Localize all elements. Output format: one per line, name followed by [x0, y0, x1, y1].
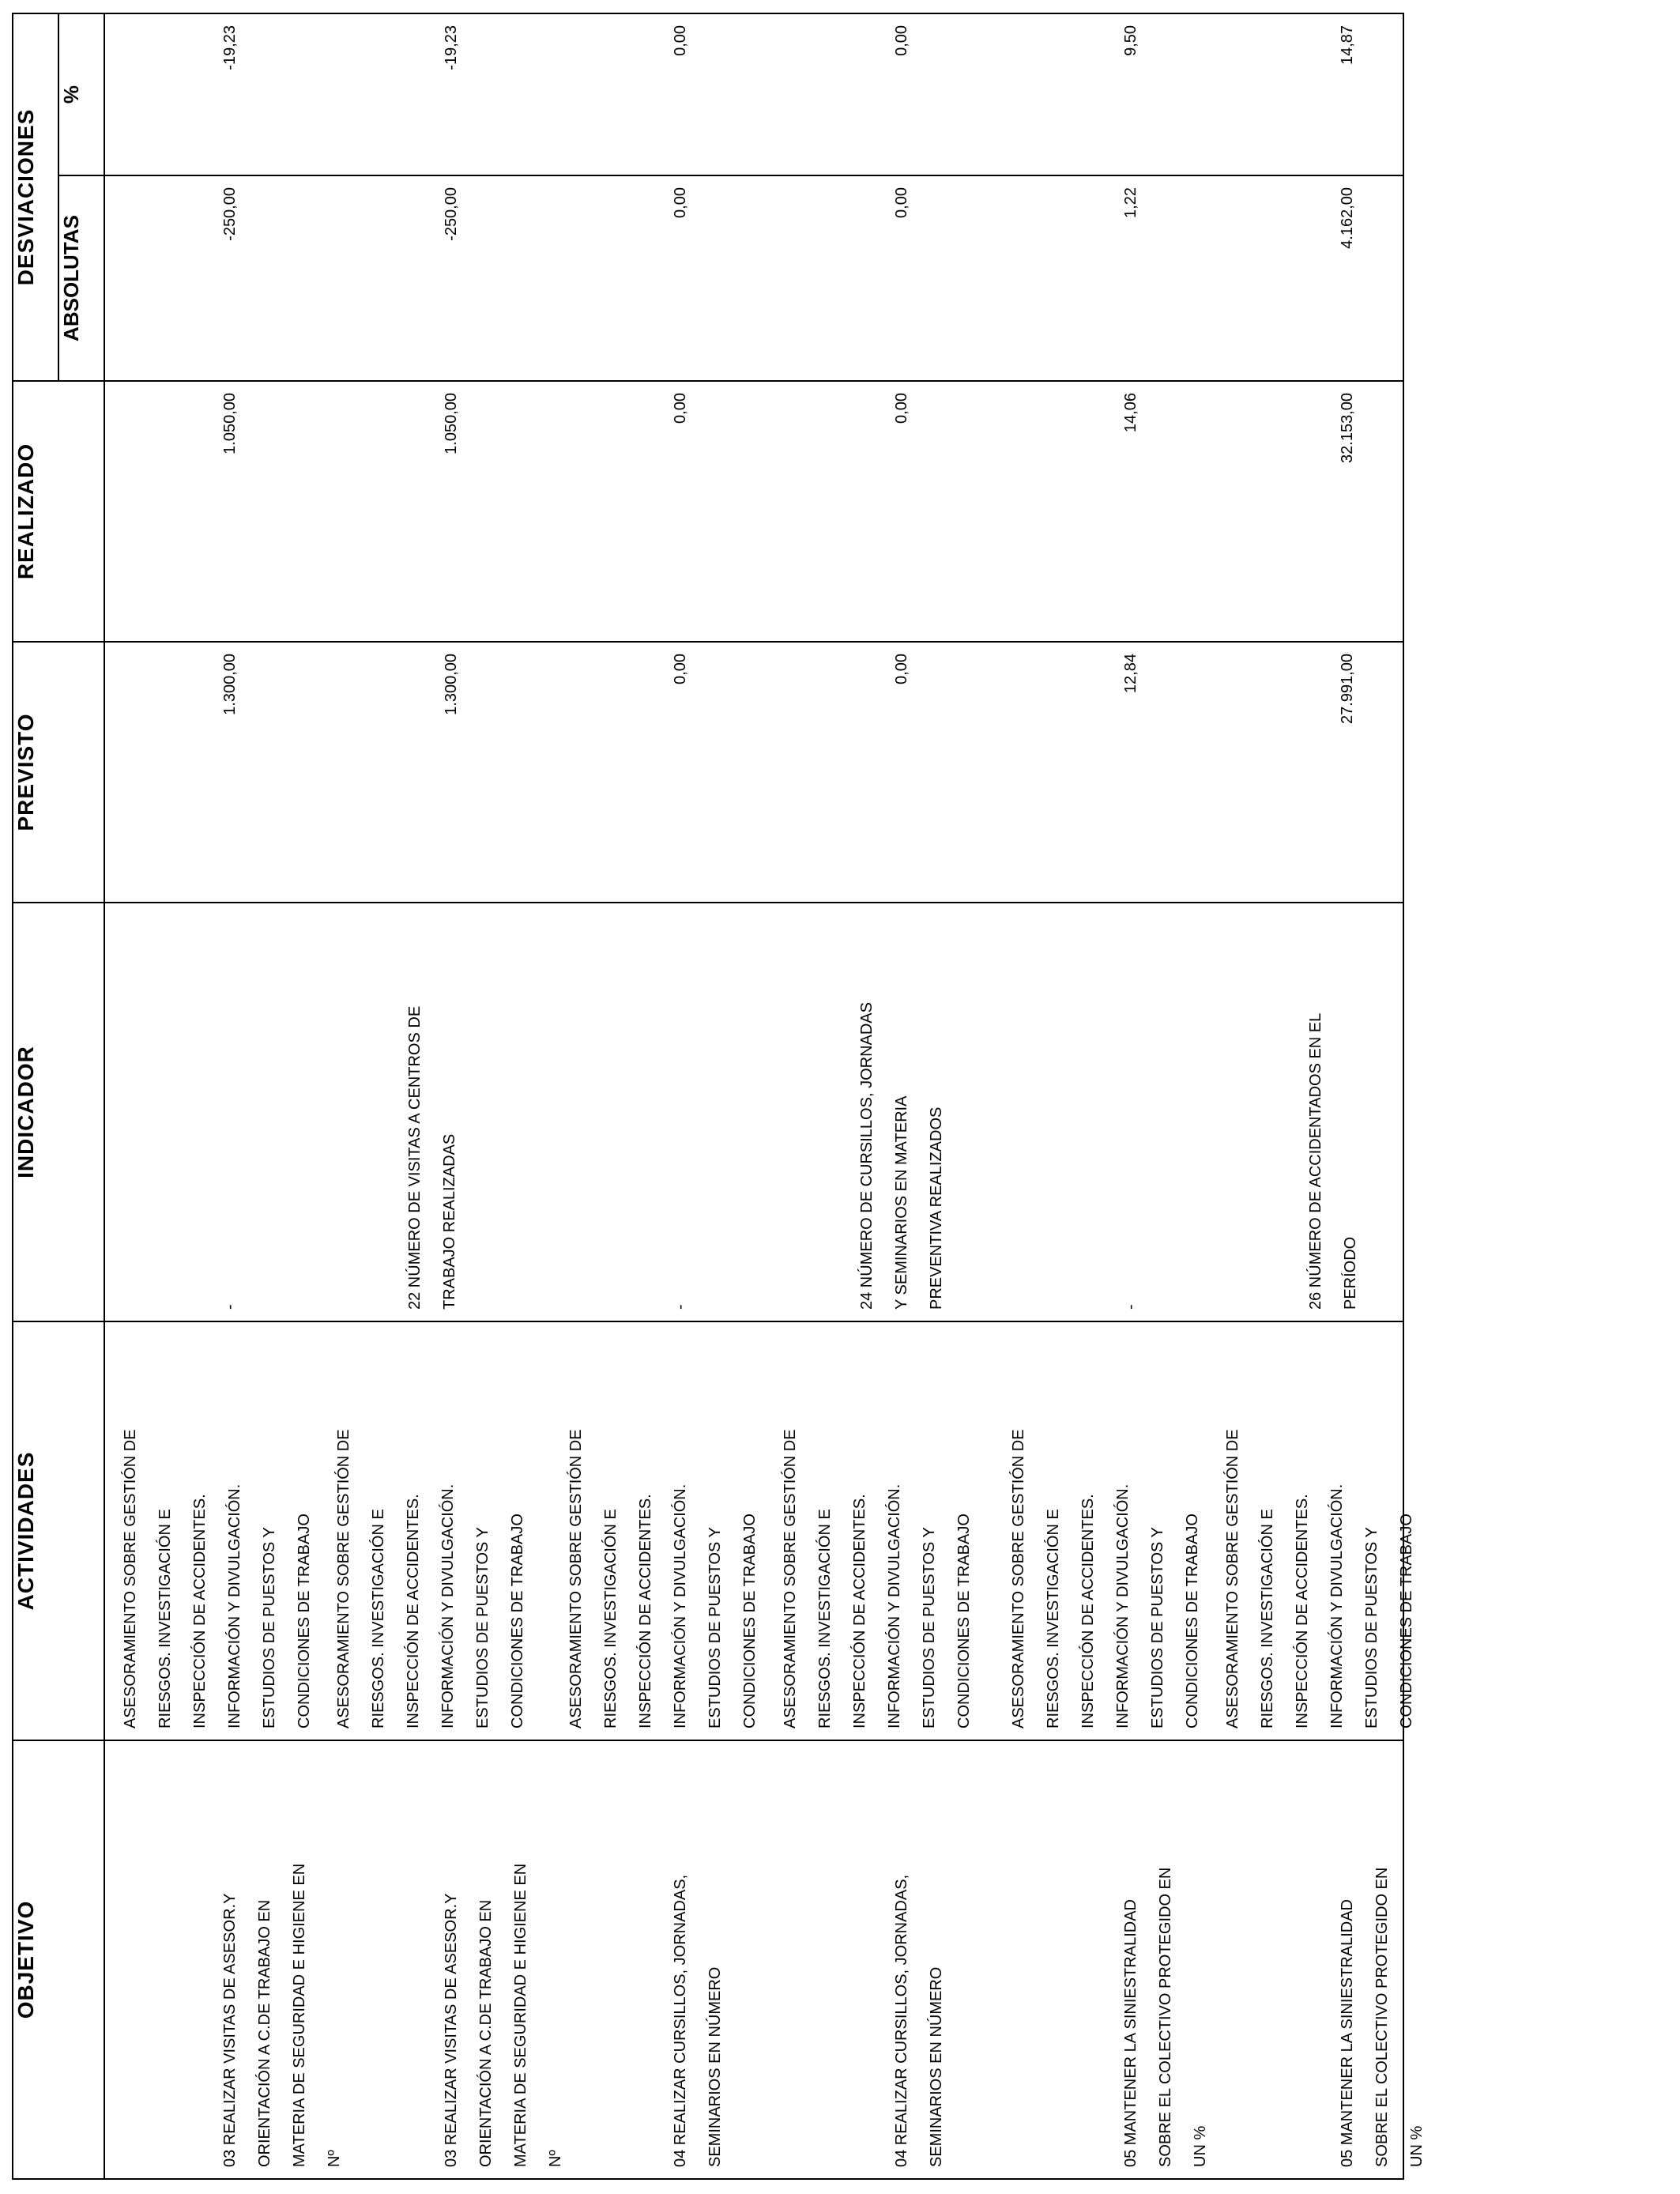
actividades-cell-line: CONDICIONES DE TRABAJO: [1184, 1514, 1201, 1728]
objetivo-cell: [1330, 1749, 1434, 2167]
actividades-cell-line: CONDICIONES DE TRABAJO: [1398, 1514, 1415, 1728]
absolutas-value: 0,00: [672, 187, 689, 218]
objetivo-cell-line: 04 REALIZAR CURSILLOS, JORNADAS,: [672, 1874, 689, 2167]
objectives-report-table: [12, 13, 1426, 2180]
objetivo-cell-line: Nº: [326, 2150, 343, 2167]
actividades-cell-line: INSPECCIÓN DE ACCIDENTES.: [1079, 1494, 1097, 1728]
objetivo-cell: [1113, 1749, 1218, 2167]
indicador-cell: [663, 911, 698, 1310]
actividades-cell-line: RIESGOS. INVESTIGACIÓN E: [156, 1509, 174, 1728]
actividades-cell: [326, 1330, 535, 1728]
objetivo-cell: [213, 1749, 352, 2167]
previsto-value: 27.991,00: [1339, 654, 1356, 724]
indicador-cell-line: 26 NÚMERO DE ACCIDENTADOS EN EL: [1307, 1012, 1324, 1310]
actividades-cell-line: INSPECCIÓN DE ACCIDENTES.: [191, 1494, 209, 1728]
realizado-value: 1.050,00: [221, 393, 239, 454]
indicador-cell-line: -: [672, 1304, 689, 1310]
actividades-cell: [1001, 1330, 1210, 1728]
actividades-cell-line: INFORMACIÓN Y DIVULGACIÓN.: [672, 1483, 689, 1728]
indicador-cell: [397, 911, 467, 1310]
actividades-cell-line: RIESGOS. INVESTIGACIÓN E: [1045, 1509, 1062, 1728]
realizado-value: 14,06: [1122, 393, 1139, 433]
indicador-cell: [1298, 911, 1368, 1310]
indicador-cell-line: -: [221, 1304, 239, 1310]
actividades-cell: [559, 1330, 767, 1728]
objetivo-cell-line: UN %: [1192, 2125, 1209, 2167]
realizado-value: 0,00: [893, 393, 910, 424]
absolutas-value: 1,22: [1122, 187, 1139, 218]
indicador-cell-line: 22 NÚMERO DE VISITAS A CENTROS DE: [406, 1005, 424, 1310]
previsto-value: 1.300,00: [221, 654, 239, 715]
absolutas-value: 4.162,00: [1339, 187, 1356, 249]
porcentaje-value: -19,23: [221, 25, 239, 70]
actividades-cell-line: ESTUDIOS DE PUESTOS Y: [1149, 1527, 1166, 1728]
actividades-cell-line: ASESORAMIENTO SOBRE GESTIÓN DE: [335, 1429, 352, 1728]
indicador-cell: [849, 911, 954, 1310]
objetivo-cell-line: MATERIA DE SEGURIDAD E HIGIENE EN: [512, 1863, 529, 2167]
porcentaje-value: 9,50: [1122, 25, 1139, 56]
actividades-cell: [773, 1330, 981, 1728]
realizado-value: 0,00: [672, 393, 689, 424]
actividades-cell-line: ESTUDIOS DE PUESTOS Y: [706, 1527, 724, 1728]
actividades-cell: [113, 1330, 322, 1728]
objetivo-cell: [663, 1749, 733, 2167]
actividades-cell-line: RIESGOS. INVESTIGACIÓN E: [370, 1509, 387, 1728]
actividades-cell-line: RIESGOS. INVESTIGACIÓN E: [602, 1509, 620, 1728]
previsto-column: [104, 642, 1403, 903]
porcentaje-value: 0,00: [672, 25, 689, 56]
indicador-cell-line: PREVENTIVA REALIZADOS: [928, 1106, 945, 1310]
indicador-cell: [213, 911, 247, 1310]
objetivo-cell-line: 03 REALIZAR VISITAS DE ASESOR.Y: [443, 1893, 460, 2167]
objetivo-cell-line: SEMINARIOS EN NÚMERO: [706, 1966, 724, 2167]
objetivo-cell-line: UN %: [1408, 2125, 1426, 2167]
objetivo-cell-line: 05 MANTENER LA SINIESTRALIDAD: [1122, 1899, 1139, 2167]
previsto-value: 12,84: [1122, 654, 1139, 694]
actividades-cell-line: ASESORAMIENTO SOBRE GESTIÓN DE: [567, 1429, 585, 1728]
objetivo-cell-line: 05 MANTENER LA SINIESTRALIDAD: [1339, 1899, 1356, 2167]
realizado-value: 1.050,00: [443, 393, 460, 454]
objetivo-cell: [884, 1749, 954, 2167]
actividades-cell: [1215, 1330, 1424, 1728]
actividades-column: [104, 1321, 1415, 1740]
indicador-cell-line: 24 NÚMERO DE CURSILLOS, JORNADAS: [858, 1002, 876, 1310]
realizado-value: 32.153,00: [1339, 393, 1356, 463]
actividades-cell-line: CONDICIONES DE TRABAJO: [741, 1514, 759, 1728]
objetivo-cell-line: MATERIA DE SEGURIDAD E HIGIENE EN: [291, 1863, 308, 2167]
absolutas-value: -250,00: [443, 187, 460, 241]
objetivo-cell-line: 04 REALIZAR CURSILLOS, JORNADAS,: [893, 1874, 910, 2167]
previsto-value: 0,00: [893, 654, 910, 684]
objetivo-column: [104, 1740, 1426, 2179]
actividades-cell-line: INSPECCIÓN DE ACCIDENTES.: [405, 1494, 422, 1728]
actividades-cell-line: ESTUDIOS DE PUESTOS Y: [474, 1527, 492, 1728]
objetivo-cell-line: Nº: [547, 2150, 564, 2167]
header-desviaciones: DESVIACIONES: [13, 13, 58, 381]
actividades-cell-line: INFORMACIÓN Y DIVULGACIÓN.: [226, 1483, 243, 1728]
header-previsto: PREVISTO: [13, 642, 104, 903]
actividades-cell-line: INFORMACIÓN Y DIVULGACIÓN.: [439, 1483, 457, 1728]
previsto-value: 1.300,00: [443, 654, 460, 715]
header-indicador: INDICADOR: [13, 903, 104, 1321]
actividades-cell-line: CONDICIONES DE TRABAJO: [509, 1514, 526, 1728]
indicador-cell-line: TRABAJO REALIZADAS: [441, 1133, 458, 1310]
actividades-cell-line: INFORMACIÓN Y DIVULGACIÓN.: [1114, 1483, 1132, 1728]
actividades-cell-line: ASESORAMIENTO SOBRE GESTIÓN DE: [1010, 1429, 1027, 1728]
previsto-value: 0,00: [672, 654, 689, 684]
objetivo-cell-line: SOBRE EL COLECTIVO PROTEGIDO EN: [1157, 1867, 1174, 2167]
absolutas-value: -250,00: [221, 187, 239, 241]
actividades-cell-line: INSPECCIÓN DE ACCIDENTES.: [637, 1494, 654, 1728]
actividades-cell-line: CONDICIONES DE TRABAJO: [296, 1514, 313, 1728]
objetivo-cell-line: ORIENTACIÓN A C.DE TRABAJO EN: [477, 1899, 495, 2167]
objetivo-cell: [434, 1749, 573, 2167]
indicador-cell-line: -: [1122, 1304, 1139, 1310]
actividades-cell-line: RIESGOS. INVESTIGACIÓN E: [816, 1509, 834, 1728]
header-realizado: REALIZADO: [13, 381, 104, 642]
actividades-cell-line: RIESGOS. INVESTIGACIÓN E: [1259, 1509, 1276, 1728]
actividades-cell-line: ESTUDIOS DE PUESTOS Y: [1363, 1527, 1381, 1728]
header-absolutas: ABSOLUTAS: [58, 175, 104, 381]
actividades-cell-line: ASESORAMIENTO SOBRE GESTIÓN DE: [1224, 1429, 1241, 1728]
porcentaje-column: [104, 13, 1403, 175]
actividades-cell-line: CONDICIONES DE TRABAJO: [955, 1514, 973, 1728]
absolutas-column: [104, 175, 1403, 381]
actividades-cell-line: INFORMACIÓN Y DIVULGACIÓN.: [886, 1483, 903, 1728]
porcentaje-value: 14,87: [1339, 25, 1356, 66]
objetivo-cell-line: SOBRE EL COLECTIVO PROTEGIDO EN: [1373, 1867, 1391, 2167]
actividades-cell-line: INSPECCIÓN DE ACCIDENTES.: [851, 1494, 868, 1728]
indicador-cell-line: PERÍODO: [1342, 1236, 1359, 1310]
porcentaje-value: 0,00: [893, 25, 910, 56]
objetivo-cell-line: ORIENTACIÓN A C.DE TRABAJO EN: [256, 1899, 273, 2167]
actividades-cell-line: ASESORAMIENTO SOBRE GESTIÓN DE: [122, 1429, 139, 1728]
actividades-cell-line: INSPECCIÓN DE ACCIDENTES.: [1294, 1494, 1311, 1728]
header-actividades: ACTIVIDADES: [13, 1321, 104, 1740]
actividades-cell-line: ESTUDIOS DE PUESTOS Y: [921, 1527, 938, 1728]
porcentaje-value: -19,23: [443, 25, 460, 70]
realizado-column: [104, 381, 1403, 642]
objetivo-cell-line: 03 REALIZAR VISITAS DE ASESOR.Y: [221, 1893, 239, 2167]
actividades-cell-line: ESTUDIOS DE PUESTOS Y: [261, 1527, 278, 1728]
objetivo-cell-line: SEMINARIOS EN NÚMERO: [928, 1966, 945, 2167]
indicador-cell: [1113, 911, 1148, 1310]
indicador-cell-line: Y SEMINARIOS EN MATERIA: [893, 1095, 910, 1310]
actividades-cell-line: ASESORAMIENTO SOBRE GESTIÓN DE: [782, 1429, 799, 1728]
indicador-column: [104, 903, 1403, 1321]
header-objetivo: OBJETIVO: [13, 1740, 104, 2179]
absolutas-value: 0,00: [893, 187, 910, 218]
actividades-cell-line: INFORMACIÓN Y DIVULGACIÓN.: [1328, 1483, 1346, 1728]
header-porcentaje: %: [58, 13, 104, 175]
